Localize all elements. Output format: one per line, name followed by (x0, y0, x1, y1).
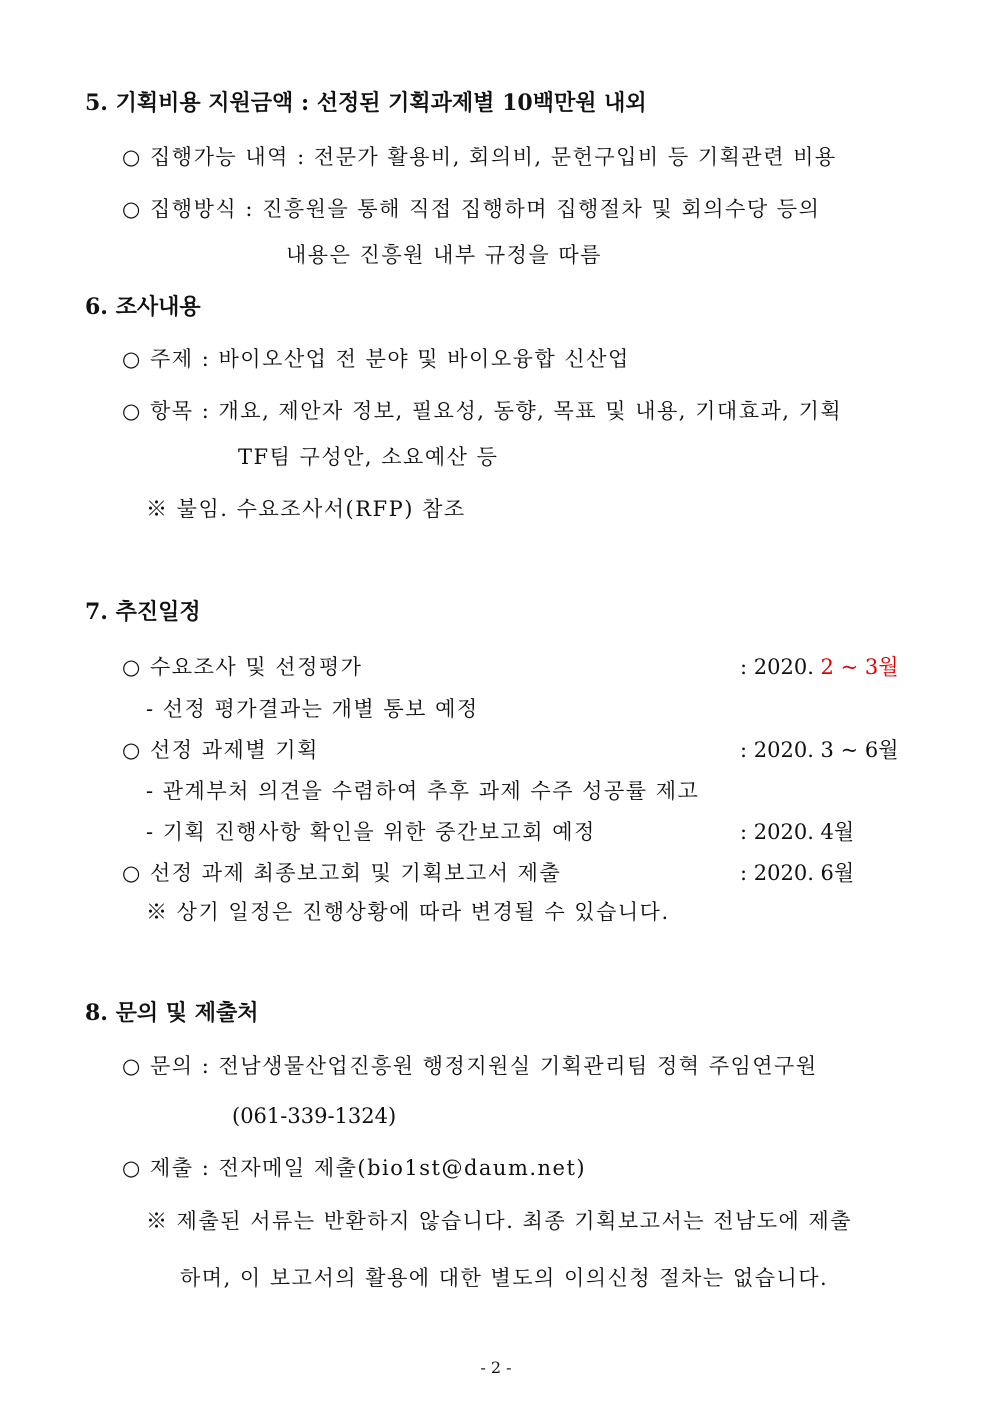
section-8-heading: 8. 문의 및 제출처 (85, 1000, 259, 1026)
schedule-row-2-sub-2: - 기획 진행사항 확인을 위한 중간보고회 예정 (146, 820, 596, 844)
section-5-bullet-2: ○ 집행방식 : 진흥원을 통해 직접 집행하며 집행절차 및 회의수당 등의 (122, 197, 821, 221)
schedule-row-1-sub: - 선정 평가결과는 개별 통보 예정 (146, 697, 479, 721)
schedule-row-1-date-prefix: : 2020. (740, 655, 821, 679)
section-8-note: ※ 제출된 서류는 반환하지 않습니다. 최종 기획보고서는 전남도에 제출 (146, 1209, 853, 1233)
schedule-row-3-label: ○ 선정 과제 최종보고회 및 기획보고서 제출 (122, 861, 562, 885)
section-5-bullet-1: ○ 집행가능 내역 : 전문가 활용비, 회의비, 문헌구입비 등 기획관련 비용 (122, 145, 837, 169)
section-7-heading: 7. 추진일정 (85, 599, 201, 625)
page-number: - 2 - (480, 1358, 512, 1377)
schedule-row-2-date: : 2020. 3 ~ 6월 (740, 738, 899, 762)
section-6-bullet-2-continued: TF팀 구성안, 소요예산 등 (238, 445, 499, 469)
section-8-note-continued: 하며, 이 보고서의 활용에 대한 별도의 이의신청 절차는 없습니다. (180, 1266, 829, 1290)
section-6-heading: 6. 조사내용 (85, 294, 201, 320)
section-8-bullet-2: ○ 제출 : 전자메일 제출(bio1st@daum.net) (122, 1156, 587, 1180)
section-6-note: ※ 불임. 수요조사서(RFP) 참조 (146, 497, 466, 521)
section-5-heading: 5. 기획비용 지원금액 : 선정된 기획과제별 10백만원 내외 (85, 90, 647, 116)
schedule-row-2-sub-2-date: : 2020. 4월 (740, 820, 855, 844)
schedule-row-2-sub-1: - 관계부처 의견을 수렴하여 추후 과제 수주 성공률 제고 (146, 779, 700, 803)
schedule-row-1-label: ○ 수요조사 및 선정평가 (122, 655, 363, 679)
schedule-row-3-date: : 2020. 6월 (740, 861, 855, 885)
section-8-bullet-1: ○ 문의 : 전남생물산업진흥원 행정지원실 기획관리팀 정혁 주임연구원 (122, 1054, 818, 1078)
section-5-bullet-2-continued: 내용은 진흥원 내부 규정을 따름 (286, 243, 602, 267)
schedule-row-1-date (740, 652, 899, 682)
schedule-row-1-date-highlight: 2 ~ 3월 (820, 655, 899, 679)
section-6-bullet-1: ○ 주제 : 바이오산업 전 분야 및 바이오융합 신산업 (122, 347, 630, 371)
section-8-phone: (061-339-1324) (232, 1104, 397, 1128)
schedule-row-2-label: ○ 선정 과제별 기획 (122, 738, 319, 762)
section-6-bullet-2: ○ 항목 : 개요, 제안자 정보, 필요성, 동향, 목표 및 내용, 기대효과, 기획 (122, 399, 843, 423)
section-7-note: ※ 상기 일정은 진행상황에 따라 변경될 수 있습니다. (146, 900, 670, 924)
